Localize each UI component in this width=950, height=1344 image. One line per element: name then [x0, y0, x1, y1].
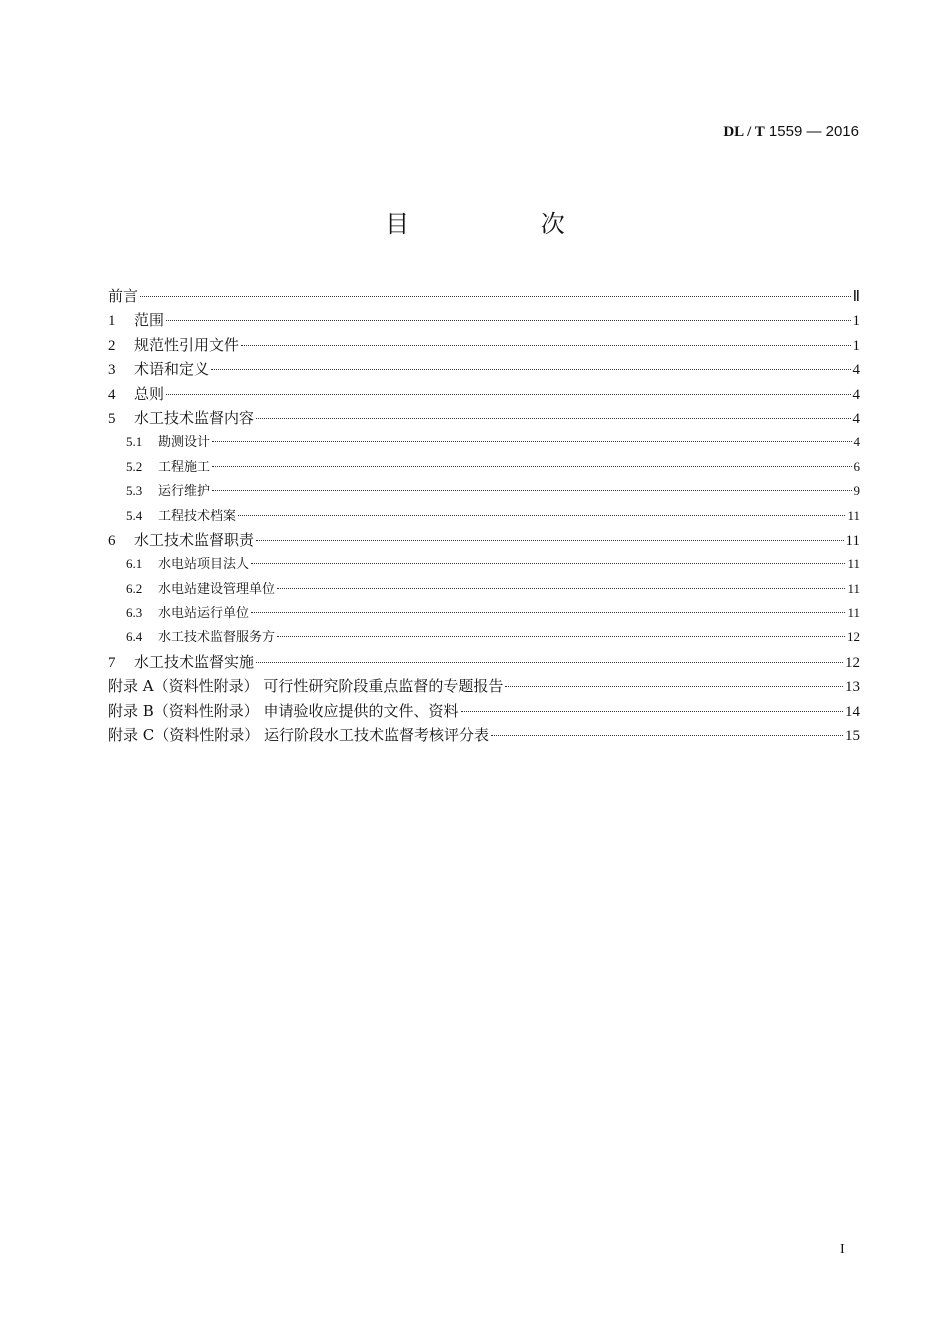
toc-entry-page: 11 — [847, 556, 860, 572]
toc-entry-label: 工程技术档案 — [158, 508, 237, 524]
toc-entry-number: 6 — [108, 532, 116, 549]
toc-dot-leader — [256, 418, 850, 419]
toc-entry[interactable] — [108, 284, 860, 308]
toc-dot-leader — [166, 320, 850, 321]
toc-dot-leader — [251, 563, 845, 564]
toc-entry-number: 2 — [108, 337, 116, 354]
toc-entry[interactable] — [108, 406, 860, 430]
toc-dot-leader — [212, 441, 851, 442]
toc-entry-page: 11 — [845, 532, 860, 549]
toc-dot-leader — [238, 515, 845, 516]
toc-entry-page: 13 — [845, 679, 860, 696]
toc-dot-leader — [491, 735, 843, 736]
toc-dot-leader — [140, 296, 851, 297]
toc-entry[interactable] — [108, 528, 860, 552]
toc-entry-label: 水电站运行单位 — [158, 606, 250, 622]
toc-entry-page: 4 — [852, 386, 860, 403]
toc-entry-page: 11 — [847, 507, 860, 523]
toc-entry-label: 总则 — [134, 384, 165, 403]
toc-entry-page: 12 — [845, 654, 860, 671]
toc-entry-page: 12 — [847, 629, 860, 645]
toc-entry-number: 1 — [108, 313, 116, 330]
toc-entry-number: 3 — [108, 362, 116, 379]
toc-entry[interactable] — [108, 577, 860, 601]
toc-entry[interactable] — [108, 625, 860, 649]
toc-entry-label: 水工技术监督服务方 — [158, 630, 276, 646]
toc-dot-leader — [277, 588, 845, 589]
toc-entry-number: 6.4 — [126, 629, 143, 645]
toc-entry-label: 附录 B（资料性附录） 申请验收应提供的文件、资料 — [108, 701, 459, 720]
toc-entry-page: 9 — [853, 483, 860, 499]
toc-entry-number: 4 — [108, 386, 116, 403]
toc-entry[interactable] — [108, 552, 860, 576]
toc-entry[interactable] — [108, 674, 860, 698]
toc-entry-page: 6 — [853, 458, 860, 474]
toc-entry[interactable] — [108, 504, 860, 528]
toc-entry-label: 术语和定义 — [134, 360, 210, 379]
toc-entry-label: 附录 A（资料性附录） 可行性研究阶段重点监督的专题报告 — [108, 677, 504, 696]
toc-entry-number: 5.3 — [126, 483, 143, 499]
toc-entry-label: 水工技术监督内容 — [134, 408, 255, 427]
toc-entry[interactable] — [108, 308, 860, 332]
toc-entry[interactable] — [108, 479, 860, 503]
toc-entry[interactable] — [108, 699, 860, 723]
toc-entry[interactable] — [108, 382, 860, 406]
toc-dot-leader — [166, 394, 850, 395]
toc-entry[interactable] — [108, 601, 860, 625]
toc-entry[interactable] — [108, 723, 860, 747]
toc-entry-label: 运行维护 — [158, 484, 211, 500]
toc-entry[interactable] — [108, 357, 860, 381]
toc-entry-label: 规范性引用文件 — [134, 335, 240, 354]
toc-entry-label: 水电站项目法人 — [158, 557, 250, 573]
toc-entry-label: 水工技术监督职责 — [134, 530, 255, 549]
toc-entry-page: 14 — [845, 703, 860, 720]
standard-code — [723, 123, 859, 141]
toc-entry-label: 勘测设计 — [158, 435, 211, 451]
toc-dot-leader — [277, 636, 845, 637]
toc-dot-leader — [241, 345, 850, 346]
toc-dot-leader — [211, 369, 850, 370]
toc-dot-leader — [505, 686, 843, 687]
toc-dot-leader — [212, 490, 851, 491]
toc-dot-leader — [461, 711, 843, 712]
toc-entry-page: 11 — [847, 580, 860, 596]
toc-entry-page: 1 — [852, 337, 860, 354]
toc-entry-number: 6.2 — [126, 580, 143, 596]
toc-entry[interactable] — [108, 455, 860, 479]
toc-entry-label: 前言 — [108, 287, 139, 305]
toc-entry[interactable] — [108, 333, 860, 357]
toc-entry-label: 范围 — [134, 311, 165, 330]
toc-entry-page: 11 — [847, 605, 860, 621]
toc-entry-number: 6.1 — [126, 556, 143, 572]
toc-entry[interactable] — [108, 650, 860, 674]
toc-entry-label: 工程施工 — [158, 459, 211, 475]
toc-entry-label: 水工技术监督实施 — [134, 652, 255, 671]
toc-entry-page: 4 — [853, 434, 860, 450]
page-title: 目 次 — [385, 210, 627, 238]
page-number: I — [840, 1242, 845, 1257]
toc-entry-number: 5.1 — [126, 434, 143, 450]
toc-entry-page: 4 — [852, 362, 860, 379]
standard-number: 1559 — 2016 — [768, 123, 859, 140]
toc-entry-number: 5.2 — [126, 458, 143, 474]
toc-entry-number: 5.4 — [126, 507, 143, 523]
toc-dot-leader — [251, 612, 845, 613]
toc-entry-page: 15 — [845, 728, 860, 745]
toc-entry-number: 5 — [108, 410, 116, 427]
standard-prefix: DL / T — [723, 124, 765, 140]
toc-dot-leader — [256, 540, 844, 541]
toc-entry-label: 附录 C（资料性附录） 运行阶段水工技术监督考核评分表 — [108, 726, 490, 745]
toc-dot-leader — [256, 662, 843, 663]
toc-entry-page: 1 — [852, 313, 860, 330]
toc-dot-leader — [212, 466, 851, 467]
toc-entry[interactable] — [108, 430, 860, 454]
toc-entry-page: Ⅱ — [852, 289, 860, 305]
toc-entry-number: 6.3 — [126, 605, 143, 621]
toc-entry-label: 水电站建设管理单位 — [158, 581, 276, 597]
table-of-contents — [108, 284, 860, 747]
toc-entry-page: 4 — [852, 410, 860, 427]
toc-entry-number: 7 — [108, 654, 116, 671]
